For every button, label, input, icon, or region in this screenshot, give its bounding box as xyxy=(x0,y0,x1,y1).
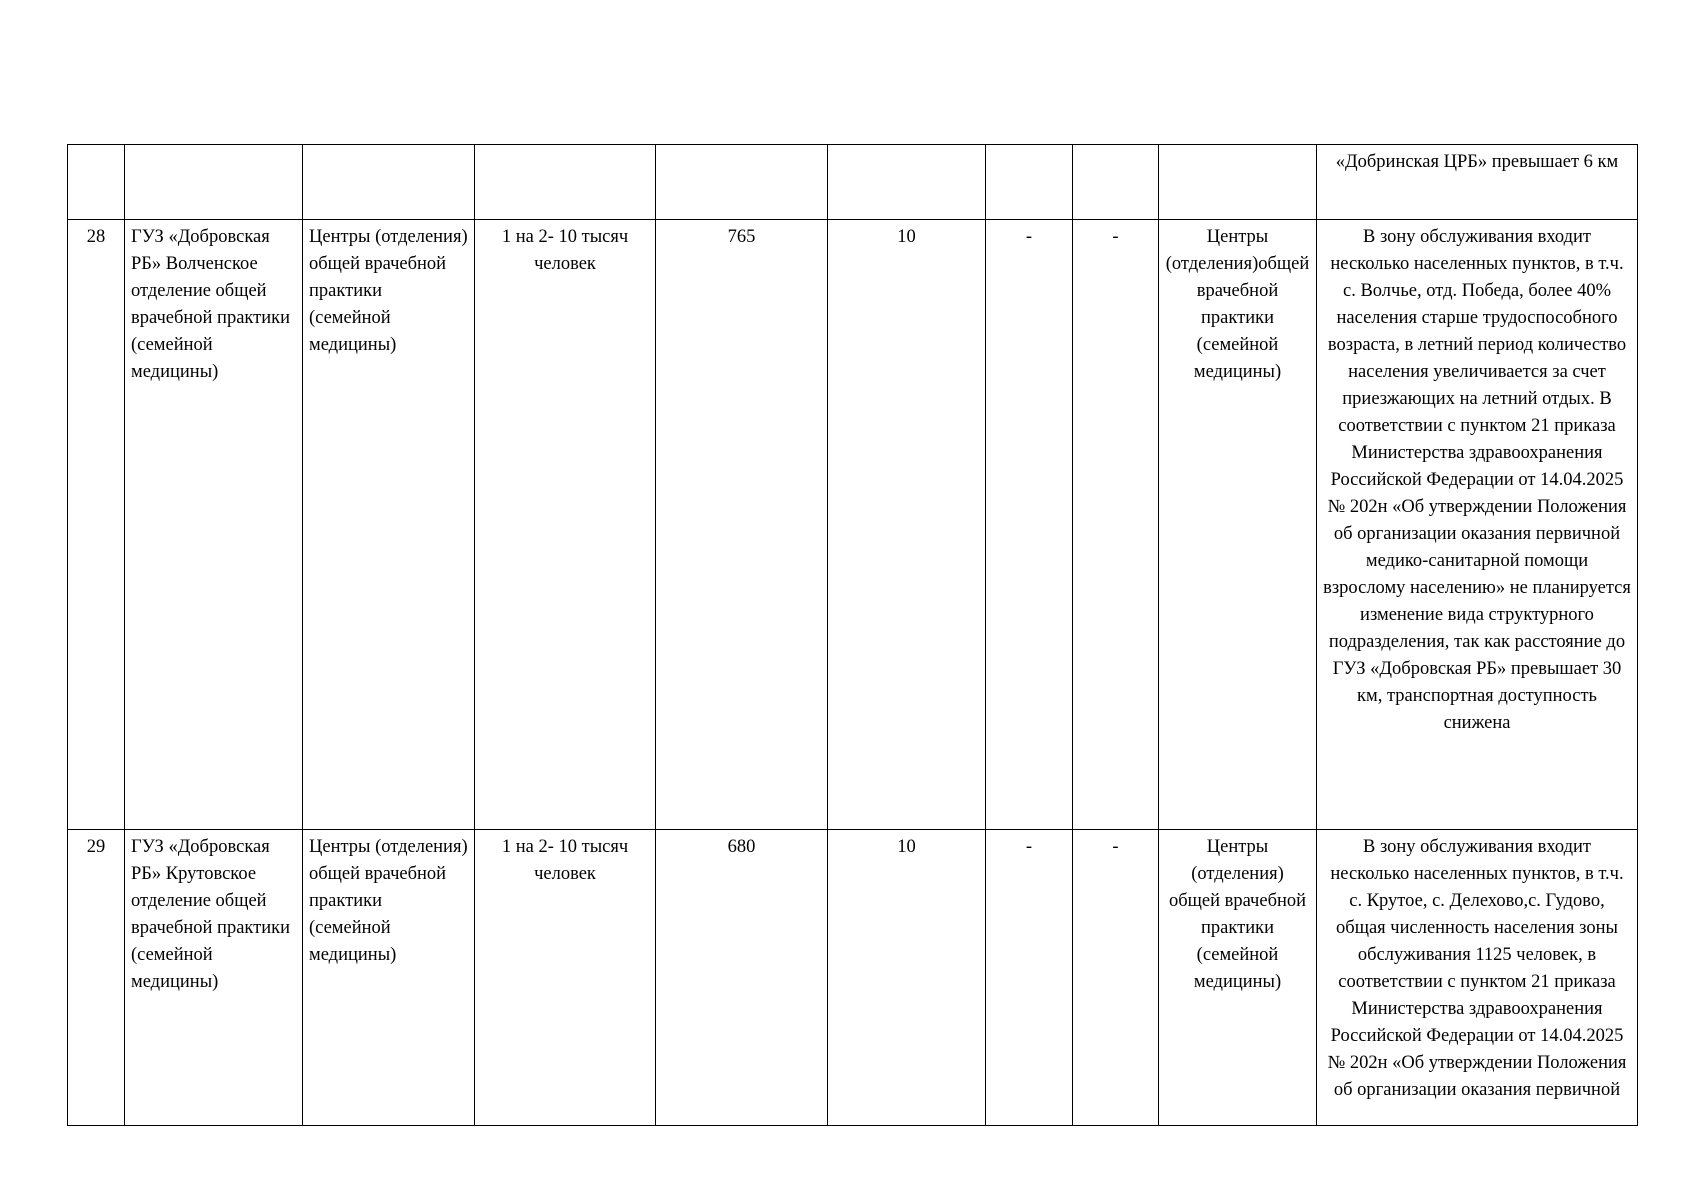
table-row xyxy=(68,220,1638,830)
cell-planned-type: Центры (отделения)общей врачебной практики (семейной медицины) xyxy=(1159,220,1317,830)
cell-col6: 10 xyxy=(828,830,986,1126)
cell-planned-type xyxy=(1159,145,1317,220)
cell-num: 29 xyxy=(68,830,125,1126)
cell-unit-type: Центры (отделения) общей врачебной практики (семейной медицины) xyxy=(303,830,475,1126)
cell-col7 xyxy=(986,145,1073,220)
cell-num xyxy=(68,145,125,220)
table-row xyxy=(68,830,1638,1126)
cell-population: 765 xyxy=(656,220,828,830)
cell-col8 xyxy=(1073,145,1159,220)
cell-comment: В зону обслуживания входит несколько населенных пунктов, в т.ч. с. Волчье, отд. Победа, более 40% населения старше трудоспособного возраста, в летний период количество населения увеличивается за счет приезжающих на летний отдых. В соответствии с пунктом 21 приказа Министерства здравоохранения Российской Федерации от 14.04.2025 № 202н «Об утверждении Положения об организации оказания первичной медико-санитарной помощи взрослому населению» не планируется изменение вида структурного подразделения, так как расстояние до ГУЗ «Добровская РБ» превышает 30 км, транспортная доступность снижена xyxy=(1317,220,1638,830)
cell-num: 28 xyxy=(68,220,125,830)
cell-col8: - xyxy=(1073,220,1159,830)
cell-planned-type: Центры (отделения) общей врачебной практики (семейной медицины) xyxy=(1159,830,1317,1126)
cell-col6: 10 xyxy=(828,220,986,830)
cell-norm xyxy=(475,145,656,220)
cell-norm: 1 на 2- 10 тысяч человек xyxy=(475,220,656,830)
data-table xyxy=(67,144,1638,1126)
cell-unit-type xyxy=(303,145,475,220)
cell-col8: - xyxy=(1073,830,1159,1126)
cell-organization: ГУЗ «Добровская РБ» Волченское отделение общей врачебной практики (семейной медицины) xyxy=(125,220,303,830)
cell-comment: «Добринская ЦРБ» превышает 6 км xyxy=(1317,145,1638,220)
cell-population xyxy=(656,145,828,220)
cell-organization xyxy=(125,145,303,220)
cell-col6 xyxy=(828,145,986,220)
cell-col7: - xyxy=(986,220,1073,830)
table-row-continuation xyxy=(68,145,1638,220)
cell-norm: 1 на 2- 10 тысяч человек xyxy=(475,830,656,1126)
cell-organization: ГУЗ «Добровская РБ» Крутовское отделение общей врачебной практики (семейной медицины) xyxy=(125,830,303,1126)
cell-unit-type: Центры (отделения) общей врачебной практики (семейной медицины) xyxy=(303,220,475,830)
cell-col7: - xyxy=(986,830,1073,1126)
cell-comment: В зону обслуживания входит несколько населенных пунктов, в т.ч. с. Крутое, с. Делехово,с. Гудово, общая численность населения зоны обслуживания 1125 человек, в соответствии с пунктом 21 приказа Министерства здравоохранения Российской Федерации от 14.04.2025 № 202н «Об утверждении Положения об организации оказания первичной xyxy=(1317,830,1638,1126)
cell-population: 680 xyxy=(656,830,828,1126)
